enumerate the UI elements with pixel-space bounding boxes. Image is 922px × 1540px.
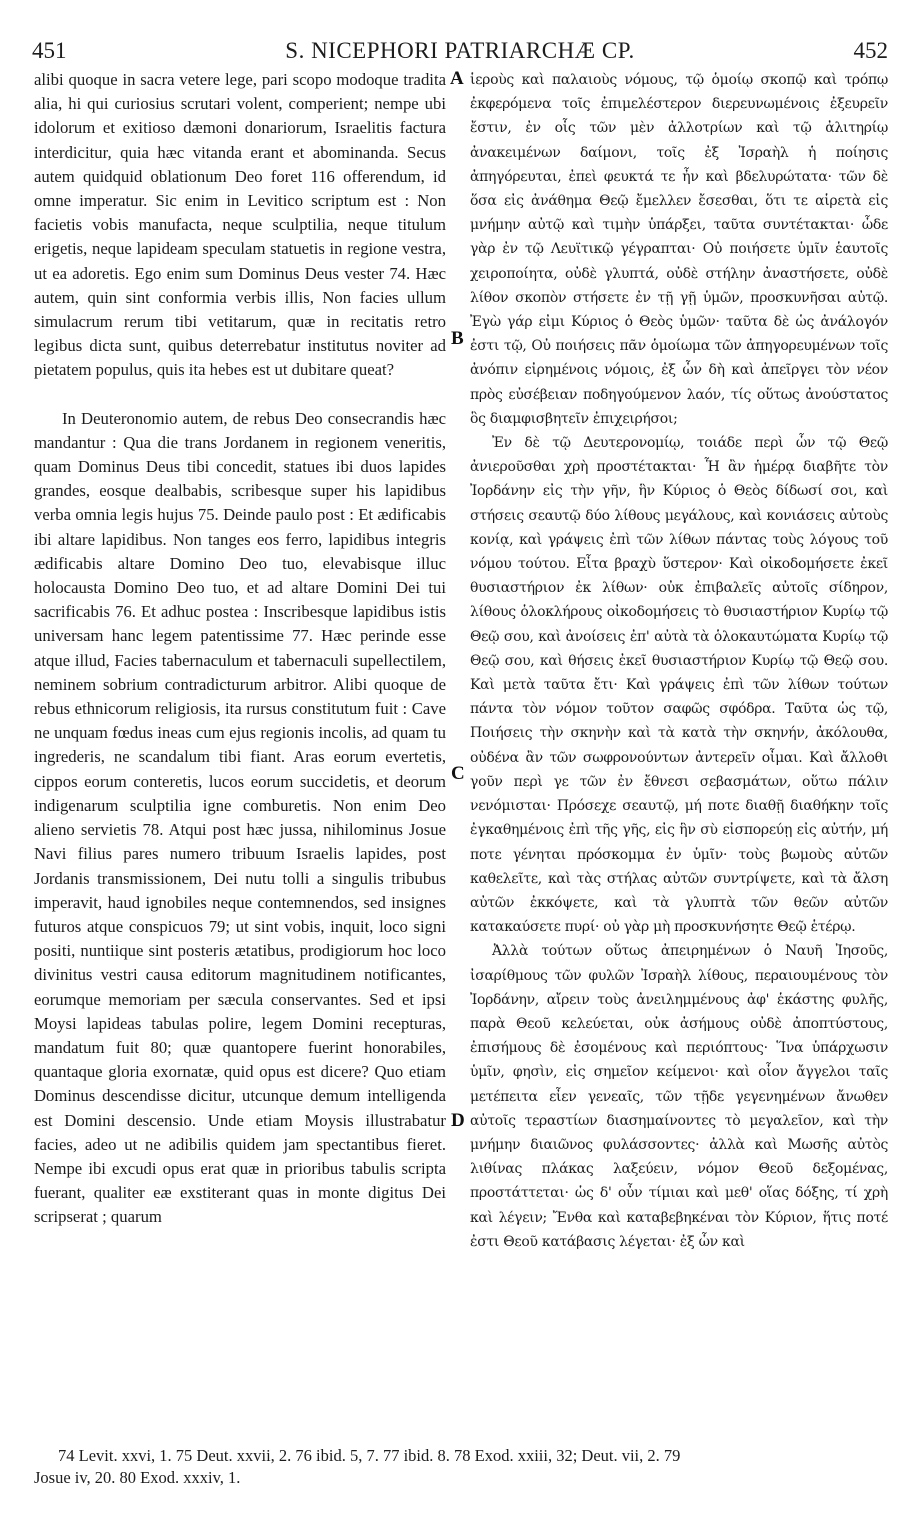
latin-paragraph-1: alibi quoque in sacra vetere lege, pari scopo modoque tradita alia, hi qui curiosius scrutari volent, comperient; nempe ubi idolorum et exitioso dæmoni donariorum, Israelitis factura interdicitur, quia hæc vitanda erant et abominanda. Secus autem quidquid oblationum Deo foret 116 offerendum, id omne imperatur. Sic enim in Levitico scriptum est : Non facietis vobis manufacta, neque sculptilia, neque titulum erigetis, neque lapideam speculam statuetis in regione vestra, ut ea adoretis. Ego enim sum Dominus Deus vester 74. Hæc autem, quin sint conformia verbis illis, Non facies ullum simulacrum rerum tibi vetitarum, quæ in recitatis retro legibus dicta sunt, quibus deterrebatur institutus noviter ad pietatem populus, quis ita hebes est ut dubitare queat? bbox=[34, 70, 446, 380]
footnotes bbox=[34, 1445, 890, 1489]
greek-paragraph-2: Ἐν δὲ τῷ Δευτερονομίῳ, τοιάδε περὶ ὧν τῷ Θεῷ ἀνιεροῦσθαι χρὴ προστέτακται· Ἧ ἂν ἡμέρᾳ διαβῆτε τὸν Ἰορδάνην εἰς τὴν γῆν, ἣν Κύριος ὁ Θεὸς δίδωσί σοι, καὶ στήσεις σεαυτῷ δύο λίθους μεγάλους, καὶ κονιάσεις αὐτοὺς κονίᾳ, καὶ γράψεις ἐπὶ τῶν λίθων πάντας τοὺς λόγους τοῦ νόμου τούτου. Εἶτα βραχὺ ὕστερον· Καὶ οἰκοδομήσετε ἐκεῖ θυσιαστήριον ἐκ λίθων· οὐκ ἐπιβαλεῖς αὐτοῖς σίδηρον, λίθους ὁλοκλήρους οἰκοδομήσεις τὸ θυσιαστήριον Κυρίῳ τῷ Θεῷ σου, καὶ ἀνοίσεις ἐπ' αὐτὰ τὰ ὁλοκαυτώματα Κυρίῳ τῷ Θεῷ σου, καὶ θήσεις ἐκεῖ θυσιαστήριον Κυρίῳ τῷ Θεῷ σου. Καὶ μετὰ ταῦτα ἔτι· Καὶ γράψεις ἐπὶ τῶν λίθων τούτων πάντα τὸν νόμον τοῦτον σαφῶς σφόδρα. Ταῦτα ὡς τῷ, Ποιήσεις τὴν σκηνὴν καὶ τὰ κατὰ τὴν σκηνήν, ἀκόλουθα, οὐδένα ἂν τῶν σωφρονούντων ἀντερεῖν οἶμαι. Καὶ ἄλλοθι γοῦν περὶ γε τῶν ἐν ἔθνεσι σεβασμάτων, οὕτω πάλιν νενόμισται· Πρόσεχε σεαυτῷ, μή ποτε διαθῇ διαθήκην τοῖς ἐγκαθημένοις ἐπὶ τῆς γῆς, εἰς ἣν σὺ εἰσπορεύῃ εἰς αὐτήν, μή ποτε γένηται πρόσκομμα ἐν ὑμῖν· τοὺς βωμοὺς αὐτῶν καθελεῖτε, καὶ τὰς στήλας αὐτῶν συντρίψετε, καὶ τὰ ἄλση αὐτῶν ἐκκόψετε, καὶ τὰ γλυπτὰ τῶν θεῶν αὐτῶν κατακαύσετε πυρί· οὐ γὰρ μὴ προσκυνήσητε Θεῷ ἑτέρῳ. bbox=[470, 435, 888, 936]
latin-paragraph-2: In Deuteronomio autem, de rebus Deo consecrandis hæc mandantur : Qua die trans Jordanem in regionem veneritis, quam Dominus Deus tibi concedit, statues ibi duos lapides grandes, eosque dealbabis, scribesque super his lapidibus verba omnia legis hujus 75. Deinde paulo post : Et ædificabis ibi altare lapidibus. Non tanges eos ferro, lapidibus integris ædificabis altare Domino Deo tuo, elevabisque illuc holocausta Domino Deo tuo, et ad altare Domini Dei tui sacrificabis 76. Et adhuc postea : Inscribesque lapidibus istis universam hanc legem patentissime 77. Hæc perinde esse atque illud, Facies tabernaculum et tabernaculi supellectilem, neminem sobrium contradicturum arbitror. Alibi quoque de rebus ethnicorum religiosis, ita rursus constitutum fuit : Cave ne unquam fœdus ineas cum ejus regionis incolis, ad quam tu ingrederis, ne scandalum tibi fiant. Aras eorum evertetis, cippos eorum conteretis, lucos eorum succidetis, et deorum indigenarum sculptilia igne comburetis. Non enim Deo alieno servietis 78. Atqui post hæc jussa, nihilominus Josue Navi filius pares numero tribuum Israelis lapides, post Jordanis transmissionem, Dei nutu tolli a singulis tribubus imperavit, haud ignobiles neque contemnendos, sed insignes futuros atque conspicuos 79; ut sint vobis, inquit, loco signi positi, nuntiique sint posteris ætatibus, prodigiorum hoc loco divinitus vestri causa editorum magnitudinem notificantes, eorumque memoriam per sæcula conservantes. Sed et ipsi Moysi lapideas tabulas polire, legem Domini recepturas, mandatum fuit 80; quæ quantopere fuerint honorabiles, quantaque gloria exornatæ, quid opus est dicere? Quo etiam Dominus descendisse dicitur, utcunque demum intelligenda est Domini descensio. Unde etiam Moysis illustrabatur facies, adeo ut ne adibilis quidem jam spectantibus fieret. Nempe ibi excudi opus erat quæ in prioribus tabulis scripta fuerant, qualiter eæ exstiterant quas in monte digitus Dei scripserat ; quarum bbox=[34, 408, 446, 1227]
footnote-line-2: Josue iv, 20. 80 Exod. xxxiv, 1. bbox=[34, 1468, 241, 1487]
footnote-line-1: 74 Levit. xxvi, 1. 75 Deut. xxvii, 2. 76 ibid. 5, 7. 77 ibid. 8. 78 Exod. xxiii, 32; Deut. vii, 2. 79 bbox=[58, 1446, 681, 1465]
section-marker-c: C bbox=[451, 763, 465, 784]
greek-paragraph-1: ἱεροὺς καὶ παλαιοὺς νόμους, τῷ ὁμοίῳ σκοπῷ καὶ τρόπῳ ἐκφερόμενα τοῖς ἐπιμελέστερον διερευνωμένοις ἐξευρεῖν ἔστιν, ἐν οἷς τῶν μὲν ἀλλοτρίων καὶ τῷ ἀλιτηρίῳ ἀνακειμένων δαίμονι, τοῖς ἐξ Ἰσραὴλ ἡ ποίησις ἀπηγόρευται, ἐπεὶ φευκτά τε ἦν καὶ βδελυρώτατα· τῶν δὲ ὅσα εἰς ἀνάθημα Θεῷ ἔμελλεν ἔσεσθαι, ὅτι τε αἱρετὰ εἰς μνήμην αὐτῷ καὶ τιμὴν ὑπάρξει, ταῦτα συντέτακται· ὧδε γὰρ ἐν τῷ Λευϊτικῷ γέγραπται· Οὐ ποιήσετε ὑμῖν ἑαυτοῖς χειροποίητα, οὐδὲ γλυπτά, οὐδὲ στήλην ἀναστήσετε, οὐδὲ λίθον σκοπὸν στήσετε ἐν τῇ γῇ ὑμῶν, προσκυνῆσαι αὐτῷ. Ἐγὼ γάρ εἰμι Κύριος ὁ Θεὸς ὑμῶν· ταῦτα δὲ ὡς ἀνάλογόν ἐστι τῷ, Οὐ ποιήσεις πᾶν ὁμοίωμα τῶν ἀπηγορευμένων τοῖς ἀνόπιν εἰρημένοις νόμοις, ἐξ ὧν δὴ καὶ ἀπεῖργει τὸν νέον πρὸς εὐσέβειαν ποδηγούμενον λαόν, τίς οὕτως ἀνούστατος ὃς διαμφισβητεῖν ἐπιχειρήσοι; bbox=[470, 72, 888, 427]
page-title: S. NICEPHORI PATRIARCHÆ CP. bbox=[285, 38, 635, 63]
greek-column bbox=[470, 68, 888, 1254]
greek-paragraph-3: Ἀλλὰ τούτων οὕτως ἀπειρημένων ὁ Ναυῆ Ἰησοῦς, ἰσαρίθμους τῶν φυλῶν Ἰσραὴλ λίθους, περαιουμένους τὸν Ἰορδάνην, αἴρειν τοὺς ἀνειλημμένους ἀφ' ἑκάστης φυλῆς, παρὰ Θεοῦ κελεύεται, οὐκ ἀσήμους οὐδὲ ἀποπτύστους, ἐπισήμους δὲ ἐσομένους καὶ περιόπτους· Ἵνα ὑπάρχωσιν ὑμῖν, φησὶν, εἰς σημεῖον κείμενοι· καὶ οἷον ἄγγελοι ταῖς μετέπειτα εἶεν γενεαῖς, τῶν τῇδε γεγενημένων ἄνωθεν αὐτοῖς τεραστίων διασημαίνοντες τὸ μεγαλεῖον, καὶ τὴν μνήμην διαιῶνος φυλάσσοντες· ἀλλὰ καὶ Μωσῆς αὐτὸς λιθίνας πλάκας λαξεύειν, νόμον Θεοῦ δεξομένας, προστάττεται· ὡς δ' οὖν τίμιαι καὶ μεθ' οἵας δόξης, τί χρὴ καὶ λέγειν; Ἔνθα καὶ καταβεβηκέναι τὸν Κύριον, ἥτις ποτέ ἐστι Θεοῦ κατάβασις λέγεται· ἐξ ὧν καὶ bbox=[470, 943, 888, 1250]
section-marker-b: B bbox=[451, 328, 464, 349]
page-number-right: 452 bbox=[853, 38, 888, 63]
page-number-left: 451 bbox=[32, 38, 67, 63]
running-header bbox=[32, 38, 888, 66]
latin-column bbox=[34, 68, 446, 1230]
section-marker-a: A bbox=[450, 68, 464, 89]
section-marker-d: D bbox=[451, 1110, 465, 1131]
